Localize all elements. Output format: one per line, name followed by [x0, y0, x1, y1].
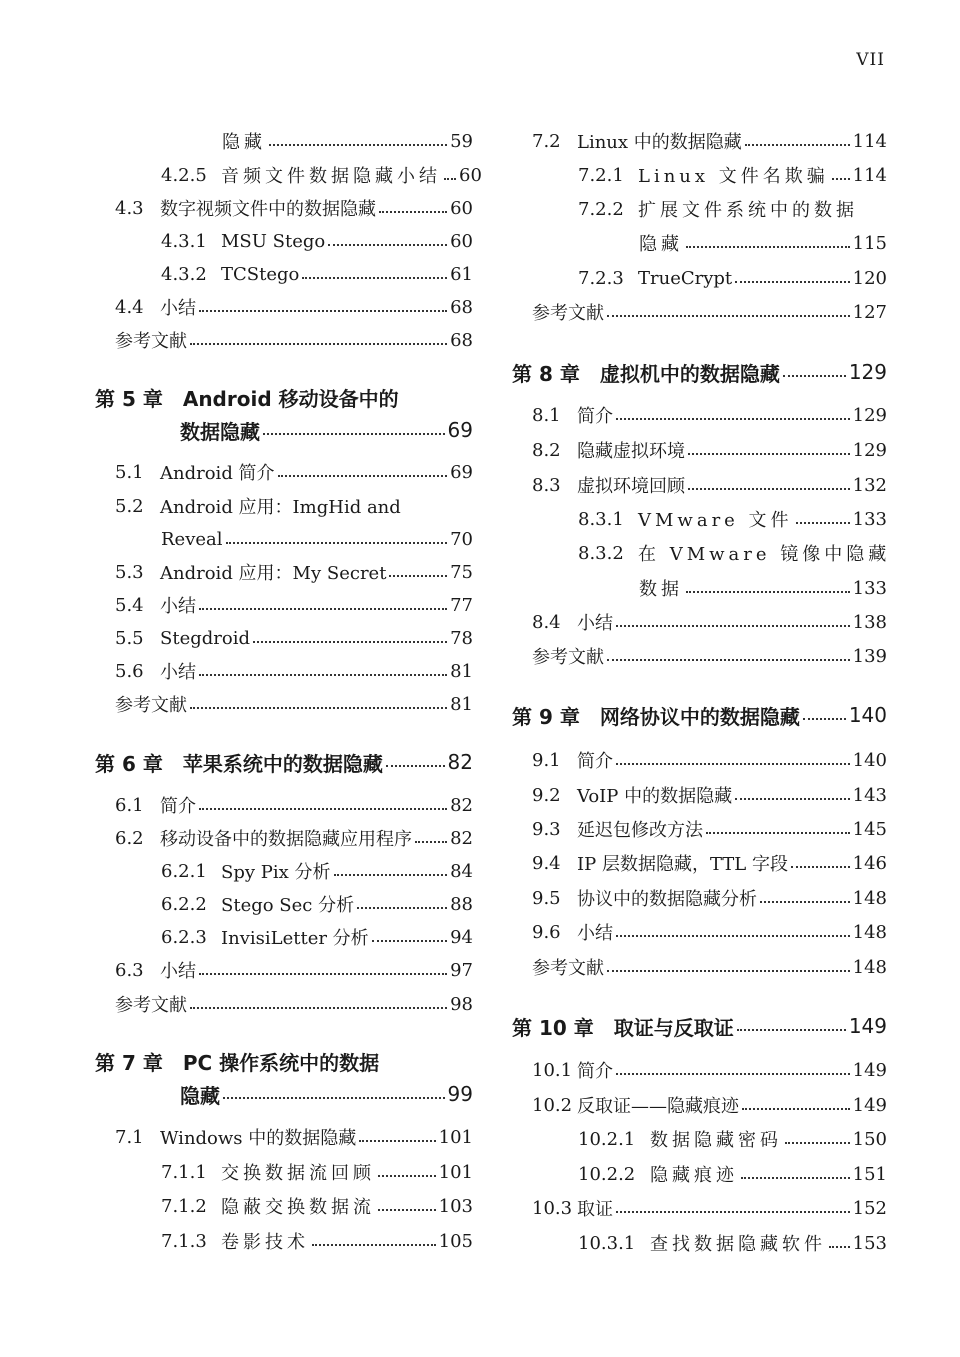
toc-leader-dots: [415, 841, 447, 843]
toc-entry-number: 5.6: [115, 660, 144, 682]
toc-entry-title: PC 操作系统中的数据: [182, 1050, 380, 1075]
toc-entry-number: 5.5: [115, 627, 144, 649]
toc-entry: [532, 126, 887, 156]
toc-entry-number: 6.3: [115, 959, 144, 981]
toc-entry-number: 8.3.2: [578, 542, 624, 564]
toc-entry-page: 145: [852, 818, 887, 840]
toc-entry-page: 146: [852, 852, 887, 874]
toc-entry-title: Android 应用：ImgHid and: [160, 497, 401, 518]
toc-entry-number: 第 10 章: [512, 1015, 594, 1040]
toc-entry-number: 4.3.1: [161, 230, 207, 252]
toc-entry-page: 152: [852, 1197, 887, 1219]
toc-entry: [532, 607, 887, 637]
toc-chapter-entry: [95, 382, 473, 412]
toc-leader-dots: [735, 281, 849, 283]
toc-entry-number: 10.1: [532, 1059, 573, 1081]
toc-entry-number: 7.1.2: [161, 1195, 207, 1217]
toc-entry-page: 114: [852, 130, 887, 152]
toc-entry-page: 60: [459, 164, 482, 186]
toc-entry-title: 隐藏: [639, 234, 683, 255]
toc-entry-page: 103: [438, 1195, 473, 1217]
toc-leader-dots: [832, 178, 850, 180]
toc-entry-number: 10.3.1: [578, 1232, 636, 1254]
toc-entry-page: 68: [450, 329, 473, 351]
toc-entry: [161, 922, 473, 952]
toc-leader-dots: [190, 707, 447, 709]
toc-entry-title: Linux 中的数据隐藏: [577, 132, 742, 153]
toc-entry-page: 61: [450, 263, 473, 285]
toc-entry: [161, 160, 482, 190]
toc-entry-number: 9.2: [532, 784, 561, 806]
toc-entry-title: Stegdroid: [160, 627, 250, 649]
toc-entry: [578, 504, 887, 534]
toc-entry-page: 97: [450, 959, 473, 981]
toc-leader-dots: [334, 874, 448, 876]
toc-entry-page: 99: [447, 1082, 473, 1106]
toc-entry: [532, 848, 887, 878]
toc-entry-number: 5.3: [115, 561, 144, 583]
toc-chapter-entry: [512, 1011, 887, 1041]
toc-entry-title: 简介: [577, 751, 613, 772]
toc-leader-dots: [706, 832, 850, 834]
toc-entry-page: 120: [852, 267, 887, 289]
toc-leader-dots: [742, 1108, 850, 1110]
toc-leader-dots: [686, 591, 850, 593]
toc-entry: [115, 689, 473, 719]
toc-entry-number: 8.4: [532, 611, 561, 633]
toc-chapter-entry: [95, 747, 473, 777]
toc-entry-number: 7.1.3: [161, 1230, 207, 1252]
toc-entry: [115, 955, 473, 985]
toc-leader-dots: [785, 1142, 850, 1144]
toc-entry-title: 参考文献: [532, 958, 604, 979]
toc-entry-page: 81: [450, 660, 473, 682]
toc-leader-dots: [616, 1073, 850, 1075]
toc-leader-dots: [829, 1246, 850, 1248]
toc-entry-number: 第 6 章: [95, 751, 163, 776]
toc-entry: [578, 263, 887, 293]
toc-entry-page: 60: [450, 230, 473, 252]
toc-entry: [578, 1124, 887, 1154]
toc-leader-dots: [444, 178, 456, 180]
toc-entry-title: 数据隐藏: [180, 419, 260, 444]
toc-entry-page: 129: [848, 360, 887, 384]
toc-leader-dots: [616, 418, 850, 420]
toc-leader-dots: [796, 522, 850, 524]
toc-leader-dots: [607, 659, 850, 661]
toc-entry-number: 5.1: [115, 461, 144, 483]
toc-leader-dots: [737, 1029, 846, 1031]
toc-entry-number: 6.2.3: [161, 926, 207, 948]
toc-leader-dots: [269, 144, 447, 146]
toc-chapter-entry: [95, 1046, 473, 1076]
toc-entry-page: 148: [852, 921, 887, 943]
toc-leader-dots: [199, 310, 447, 312]
toc-leader-dots: [199, 674, 447, 676]
toc-entry-number: 9.6: [532, 921, 561, 943]
toc-entry-title: 数据隐藏密码: [650, 1130, 782, 1151]
toc-entry: [532, 883, 887, 913]
toc-entry-page: 82: [450, 827, 473, 849]
toc-leader-dots: [616, 625, 850, 627]
toc-entry: [161, 856, 473, 886]
toc-entry-title: InvisiLetter 分析: [221, 928, 369, 949]
toc-entry-title: Android 应用：My Secret: [160, 563, 387, 584]
toc-entry-number: 8.1: [532, 404, 561, 426]
toc-leader-dots: [783, 375, 846, 377]
toc-entry-number: 5.2: [115, 495, 144, 517]
toc-entry-title: 简介: [577, 1061, 613, 1082]
toc-entry-page: 69: [447, 418, 473, 442]
toc-entry-number: 9.3: [532, 818, 561, 840]
toc-entry-title: 移动设备中的数据隐藏应用程序: [160, 829, 412, 850]
toc-entry-title: 取证与反取证: [613, 1015, 734, 1040]
toc-leader-dots: [686, 246, 850, 248]
toc-leader-dots: [359, 1140, 435, 1142]
toc-entry-title: 小结: [160, 596, 196, 617]
toc-entry: [115, 656, 473, 686]
toc-entry-title: Linux 文件名欺骗: [638, 166, 829, 187]
toc-chapter-entry: [180, 1079, 473, 1109]
toc-leader-dots: [263, 433, 445, 435]
toc-entry-title: Android 简介: [160, 463, 275, 484]
toc-entry-page: 133: [852, 577, 887, 599]
toc-entry-number: 7.1: [115, 1126, 144, 1148]
toc-entry-number: 10.2: [532, 1094, 573, 1116]
toc-leader-dots: [199, 608, 447, 610]
toc-entry-page: 149: [852, 1094, 887, 1116]
toc-chapter-entry: [512, 700, 887, 730]
toc-entry: [532, 435, 887, 465]
toc-entry: [578, 1159, 887, 1189]
toc-entry: [532, 745, 887, 775]
toc-entry-title: 数字视频文件中的数据隐藏: [160, 199, 376, 220]
toc-entry: [115, 491, 473, 521]
toc-entry: [532, 1193, 887, 1223]
toc-entry-title: 小结: [160, 662, 196, 683]
toc-entry-page: 140: [852, 749, 887, 771]
toc-entry-number: 9.4: [532, 852, 561, 874]
toc-entry: [578, 538, 891, 568]
toc-entry-title: 小结: [577, 613, 613, 634]
toc-leader-dots: [616, 763, 850, 765]
toc-leader-dots: [760, 901, 850, 903]
toc-leader-dots: [389, 575, 447, 577]
toc-entry-number: 4.4: [115, 296, 144, 318]
toc-leader-dots: [190, 343, 447, 345]
toc-entry-title: 简介: [577, 406, 613, 427]
toc-entry: [115, 623, 473, 653]
toc-leader-dots: [312, 1244, 436, 1246]
toc-leader-dots: [688, 453, 850, 455]
toc-entry-number: 6.2: [115, 827, 144, 849]
toc-entry-title: 隐藏痕迹: [650, 1165, 738, 1186]
toc-entry-title: 小结: [577, 923, 613, 944]
toc-entry-number: 10.2.1: [578, 1128, 636, 1150]
page-number: VII: [856, 50, 885, 70]
toc-entry-number: 第 7 章: [95, 1050, 163, 1075]
toc-entry: [115, 1122, 473, 1152]
toc-entry-title: 隐藏虚拟环境: [577, 441, 685, 462]
toc-entry: [161, 524, 473, 554]
toc-entry-number: 4.3.2: [161, 263, 207, 285]
toc-entry-page: 148: [852, 956, 887, 978]
toc-entry: [115, 193, 473, 223]
toc-entry-title: 虚拟机中的数据隐藏: [599, 361, 780, 386]
toc-entry-number: 第 8 章: [512, 361, 580, 386]
toc-entry: [578, 1228, 887, 1258]
toc-entry-page: 70: [450, 528, 473, 550]
toc-entry-title: 卷影技术: [221, 1232, 309, 1253]
toc-entry-number: 7.2.2: [578, 198, 624, 220]
toc-entry-title: Windows 中的数据隐藏: [160, 1128, 357, 1149]
toc-entry-title: 在 VMware 镜像中隐藏: [638, 544, 891, 565]
toc-entry-page: 101: [438, 1161, 473, 1183]
toc-leader-dots: [302, 277, 447, 279]
toc-leader-dots: [803, 718, 846, 720]
toc-entry: [532, 1055, 887, 1085]
toc-entry-number: 8.3: [532, 474, 561, 496]
toc-entry-number: 7.2.1: [578, 164, 624, 186]
toc-entry-page: 132: [852, 474, 887, 496]
toc-entry-title: 音频文件数据隐藏小结: [221, 166, 441, 187]
toc-leader-dots: [616, 1211, 850, 1213]
toc-entry-number: 8.3.1: [578, 508, 624, 530]
toc-leader-dots: [223, 1097, 445, 1099]
toc-entry-page: 129: [852, 404, 887, 426]
toc-leader-dots: [372, 940, 447, 942]
toc-entry: [532, 814, 887, 844]
toc-leader-dots: [379, 211, 447, 213]
toc-leader-dots: [278, 475, 448, 477]
toc-entry: [639, 228, 887, 258]
toc-entry-title: 小结: [160, 298, 196, 319]
toc-entry-title: 网络协议中的数据隐藏: [599, 704, 800, 729]
toc-entry-number: 9.5: [532, 887, 561, 909]
toc-entry: [161, 889, 473, 919]
toc-entry: [115, 325, 473, 355]
toc-entry-page: 139: [852, 645, 887, 667]
toc-entry-title: 参考文献: [115, 995, 187, 1016]
toc-entry: [161, 1191, 473, 1221]
toc-entry-title: TrueCrypt: [638, 267, 733, 289]
toc-entry-number: 6.2.1: [161, 860, 207, 882]
toc-entry-title: Spy Pix 分析: [221, 862, 331, 883]
toc-entry-number: 7.2.3: [578, 267, 624, 289]
toc-leader-dots: [791, 866, 850, 868]
toc-leader-dots: [190, 1007, 447, 1009]
toc-entry-title: 隐藏: [222, 132, 266, 153]
toc-entry-page: 78: [450, 627, 473, 649]
toc-entry-page: 59: [450, 130, 473, 152]
toc-entry-page: 60: [450, 197, 473, 219]
toc-entry: [115, 292, 473, 322]
toc-entry-page: 101: [438, 1126, 473, 1148]
toc-leader-dots: [616, 935, 850, 937]
toc-entry: [532, 641, 887, 671]
toc-entry: [161, 226, 473, 256]
toc-entry: [115, 457, 473, 487]
toc-leader-dots: [735, 798, 850, 800]
toc-entry: [115, 557, 473, 587]
toc-leader-dots: [607, 315, 850, 317]
toc-entry: [532, 1090, 887, 1120]
toc-entry-page: 82: [450, 794, 473, 816]
toc-entry-title: 延迟包修改方法: [577, 820, 703, 841]
toc-entry-title: 参考文献: [532, 303, 604, 324]
toc-entry-title: 反取证——隐藏痕迹: [577, 1096, 739, 1117]
toc-leader-dots: [226, 542, 448, 544]
toc-entry-page: 143: [852, 784, 887, 806]
toc-entry-page: 127: [852, 301, 887, 323]
toc-entry-title: VMware 文件: [638, 510, 793, 531]
toc-entry-title: TCStego: [221, 263, 300, 285]
toc-entry-number: 4.3: [115, 197, 144, 219]
toc-entry-title: 参考文献: [115, 331, 187, 352]
toc-entry-title: 隐藏: [180, 1083, 220, 1108]
toc-entry-page: 81: [450, 693, 473, 715]
toc-entry: [532, 917, 887, 947]
toc-entry-title: 简介: [160, 796, 196, 817]
toc-entry-title: 参考文献: [532, 647, 604, 668]
toc-entry: [222, 126, 473, 156]
toc-entry-page: 115: [852, 232, 887, 254]
toc-entry-title: Reveal: [161, 528, 223, 550]
toc-entry-title: 苹果系统中的数据隐藏: [182, 751, 383, 776]
toc-entry-page: 68: [450, 296, 473, 318]
toc-chapter-entry: [512, 357, 887, 387]
toc-entry: [115, 823, 473, 853]
toc-leader-dots: [199, 808, 447, 810]
toc-entry-page: 138: [852, 611, 887, 633]
toc-entry: [639, 573, 887, 603]
toc-chapter-entry: [180, 415, 473, 445]
toc-entry-page: 151: [852, 1163, 887, 1185]
toc-leader-dots: [378, 1175, 436, 1177]
toc-entry-page: 129: [852, 439, 887, 461]
toc-entry-title: 交换数据流回顾: [221, 1163, 375, 1184]
toc-entry-title: 查找数据隐藏软件: [650, 1234, 826, 1255]
toc-entry: [161, 1157, 473, 1187]
toc-entry-title: 虚拟环境回顾: [577, 476, 685, 497]
toc-entry-page: 153: [852, 1232, 887, 1254]
toc-entry-page: 148: [852, 887, 887, 909]
toc-leader-dots: [741, 1177, 850, 1179]
toc-entry-number: 10.3: [532, 1197, 573, 1219]
toc-entry-title: 扩展文件系统中的数据: [638, 200, 858, 221]
toc-entry: [532, 470, 887, 500]
toc-entry: [115, 590, 473, 620]
toc-entry-page: 69: [450, 461, 473, 483]
toc-entry: [532, 297, 887, 327]
toc-entry-title: Stego Sec 分析: [221, 895, 355, 916]
toc-entry-title: Android 移动设备中的: [182, 386, 399, 411]
toc-entry-page: 105: [438, 1230, 473, 1252]
toc-entry: [161, 259, 473, 289]
toc-leader-dots: [607, 970, 850, 972]
toc-entry-number: 4.2.5: [161, 164, 207, 186]
toc-entry-title: 参考文献: [115, 695, 187, 716]
toc-leader-dots: [199, 973, 447, 975]
toc-entry: [578, 160, 887, 190]
toc-entry-page: 88: [450, 893, 473, 915]
toc-entry-number: 6.2.2: [161, 893, 207, 915]
toc-leader-dots: [745, 144, 850, 146]
toc-entry: [532, 400, 887, 430]
toc-entry-number: 7.1.1: [161, 1161, 207, 1183]
toc-entry: [532, 952, 887, 982]
toc-entry-title: 协议中的数据隐藏分析: [577, 889, 757, 910]
toc-entry-title: 小结: [160, 961, 196, 982]
toc-entry-page: 114: [852, 164, 887, 186]
toc-entry-page: 149: [848, 1014, 887, 1038]
toc-entry-number: 5.4: [115, 594, 144, 616]
toc-leader-dots: [253, 641, 447, 643]
toc-entry-page: 94: [450, 926, 473, 948]
toc-entry-page: 84: [450, 860, 473, 882]
toc-entry-title: IP 层数据隐藏，TTL 字段: [577, 854, 788, 875]
toc-entry-number: 6.1: [115, 794, 144, 816]
toc-entry-page: 77: [450, 594, 473, 616]
toc-entry-number: 10.2.2: [578, 1163, 636, 1185]
toc-entry-number: 第 5 章: [95, 386, 163, 411]
toc-entry: [115, 790, 473, 820]
toc-entry-page: 133: [852, 508, 887, 530]
toc-entry-title: 隐蔽交换数据流: [221, 1197, 375, 1218]
toc-entry: [578, 194, 887, 224]
toc-entry-number: 8.2: [532, 439, 561, 461]
toc-entry-page: 98: [450, 993, 473, 1015]
toc-entry-page: 149: [852, 1059, 887, 1081]
toc-entry-title: 取证: [577, 1199, 613, 1220]
toc-entry-page: 150: [852, 1128, 887, 1150]
toc-entry: [115, 989, 473, 1019]
toc-entry-page: 140: [848, 703, 887, 727]
toc-entry-number: 9.1: [532, 749, 561, 771]
toc-entry-title: 数据: [639, 579, 683, 600]
toc-entry-number: 第 9 章: [512, 704, 580, 729]
toc-leader-dots: [378, 1209, 436, 1211]
toc-entry-page: 75: [450, 561, 473, 583]
toc-entry: [161, 1226, 473, 1256]
toc-entry-number: 7.2: [532, 130, 561, 152]
toc-entry-title: VoIP 中的数据隐藏: [577, 786, 733, 807]
toc-entry-title: MSU Stego: [221, 230, 326, 252]
toc-leader-dots: [688, 488, 850, 490]
toc-leader-dots: [357, 907, 447, 909]
toc-leader-dots: [386, 765, 445, 767]
toc-leader-dots: [328, 244, 447, 246]
toc-entry: [532, 780, 887, 810]
toc-entry-page: 82: [447, 750, 473, 774]
